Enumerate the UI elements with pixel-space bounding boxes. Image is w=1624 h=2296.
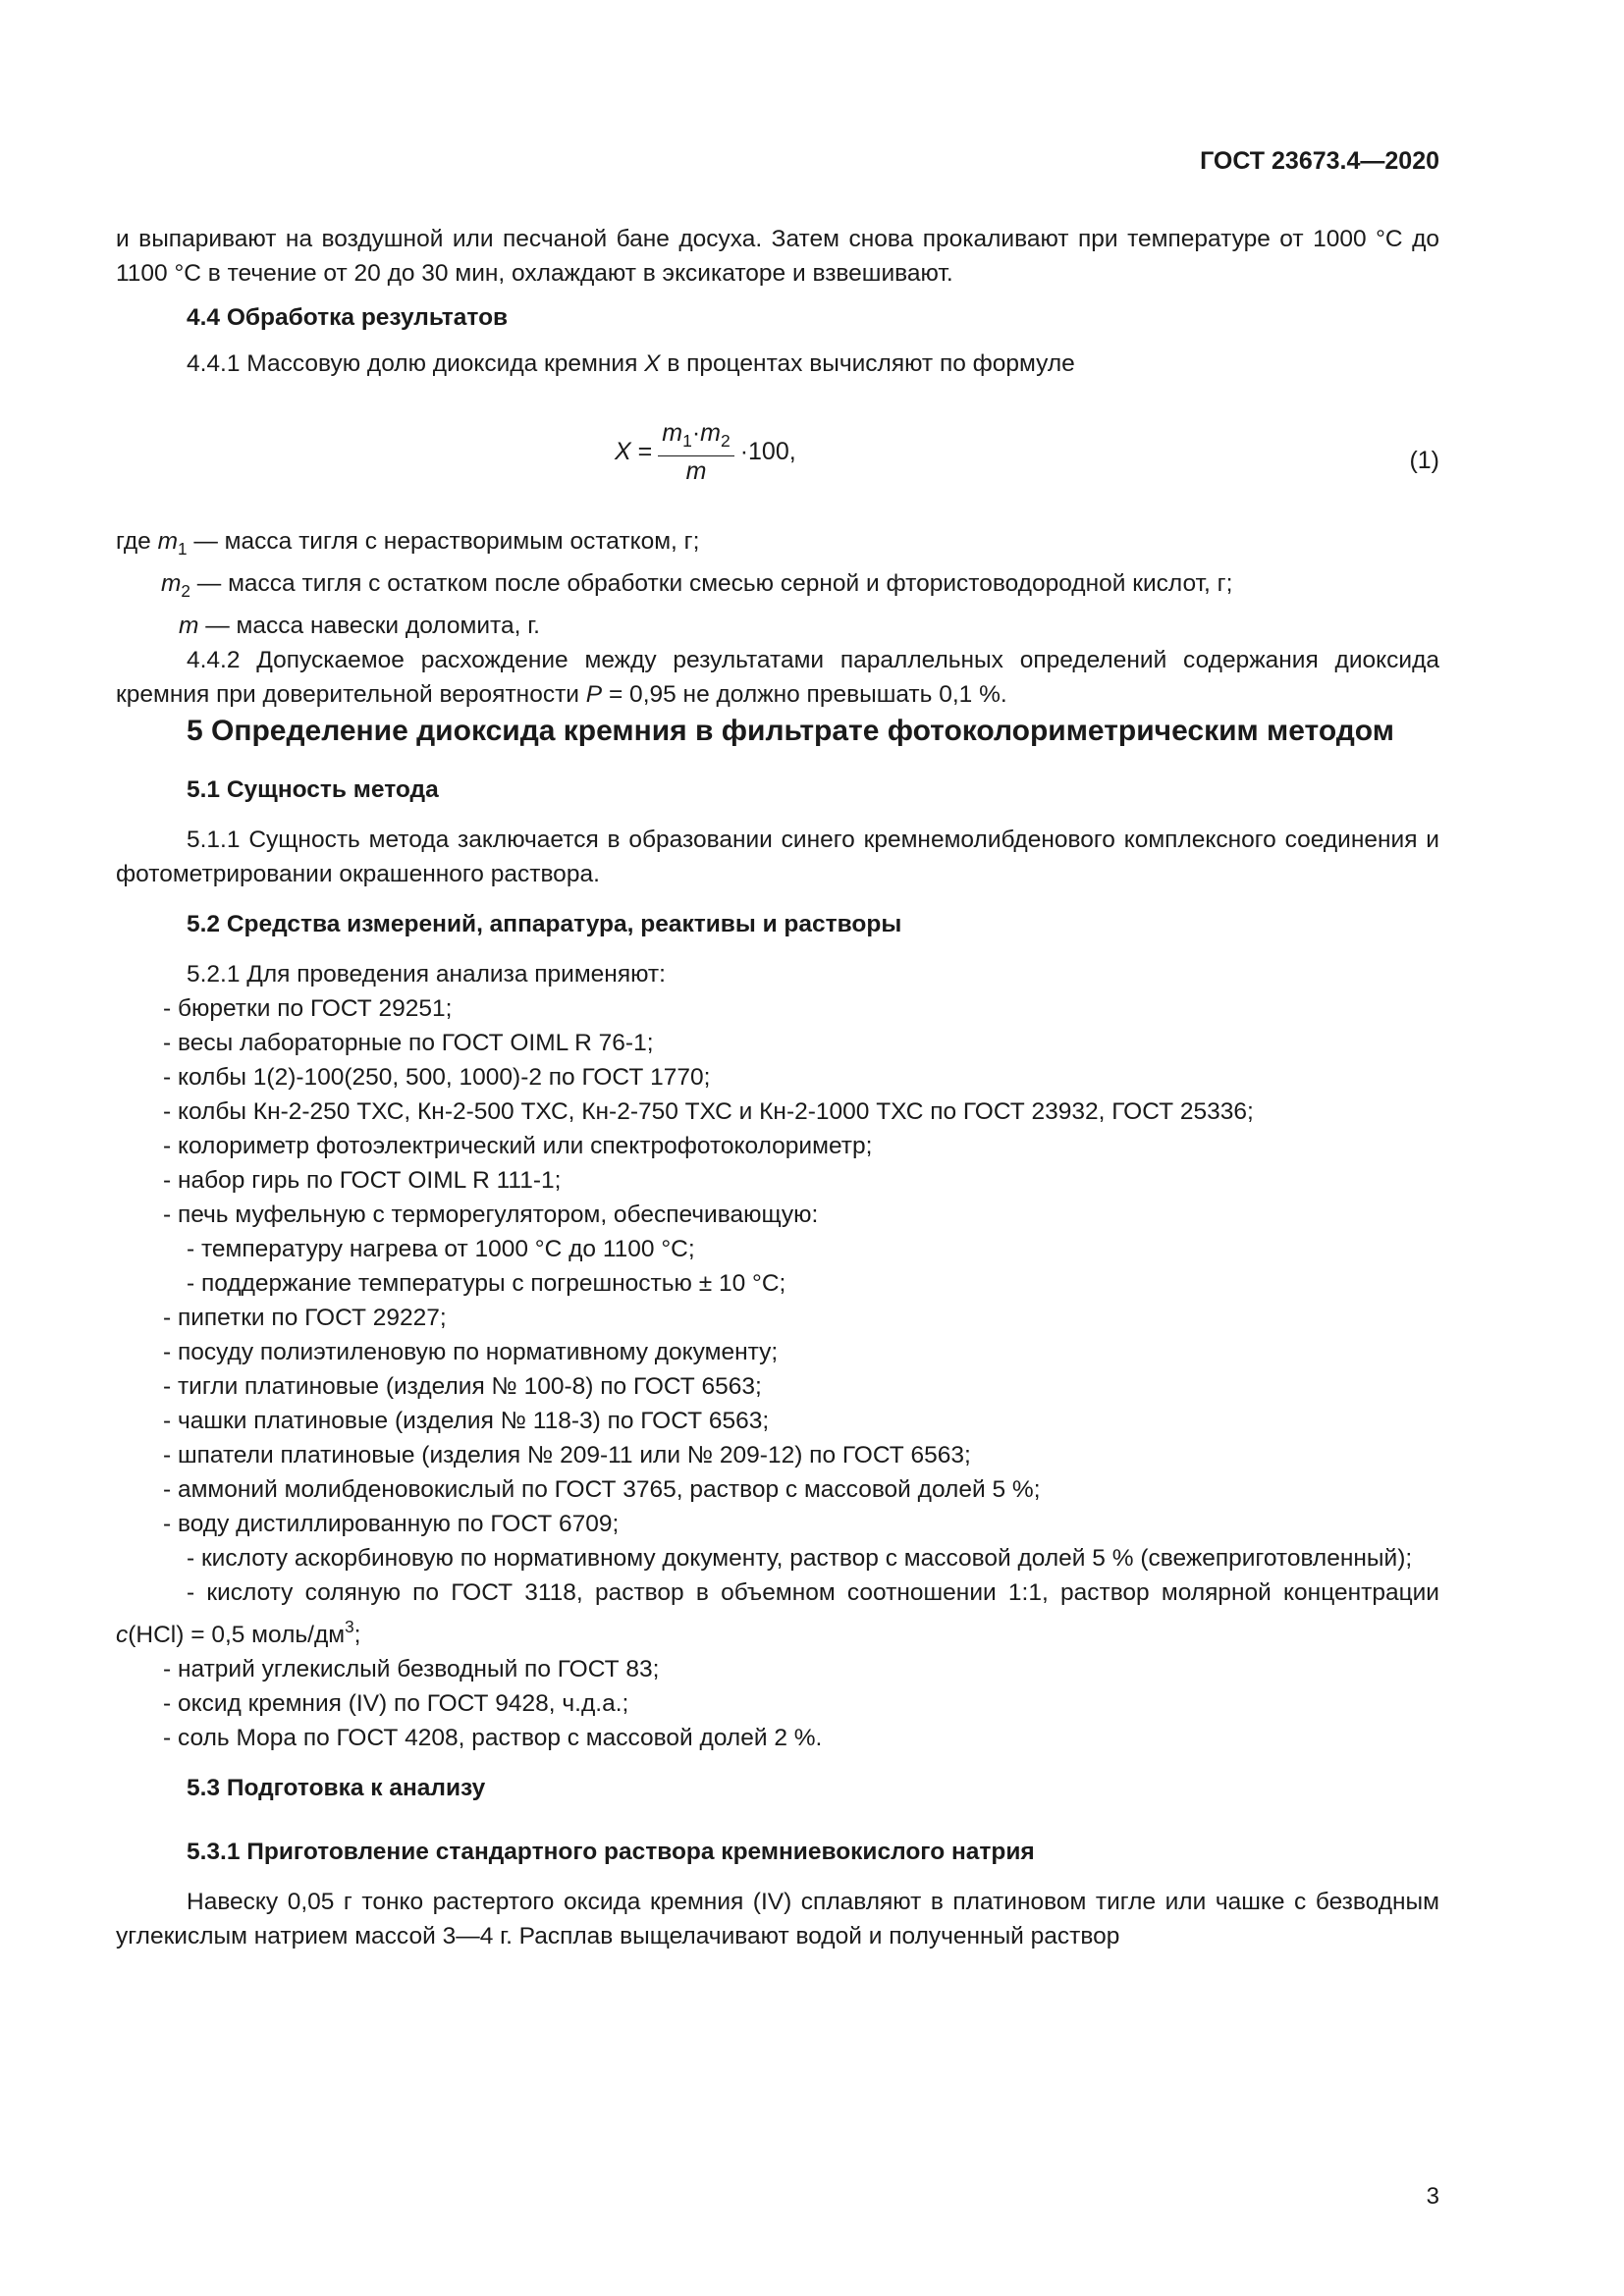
- heading-4-4: 4.4 Обработка результатов: [187, 304, 509, 331]
- heading-section-5: 5 Определение диоксида кремния в фильтрате фотоколориметрическим методом: [187, 715, 1394, 747]
- list-item: - бюретки по ГОСТ 29251;: [163, 995, 453, 1022]
- heading-5-1: 5.1 Сущность метода: [187, 776, 439, 803]
- list-item: - тигли платиновые (изделия № 100-8) по ГОСТ 6563;: [163, 1373, 762, 1400]
- variable-x: X: [644, 350, 661, 377]
- list-item: - колбы Кн-2-250 ТХС, Кн-2-500 ТХС, Кн-2-750 ТХС и Кн-2-1000 ТХС по ГОСТ 23932, ГОСТ 25336;: [163, 1098, 1254, 1125]
- heading-5-3-1: 5.3.1 Приготовление стандартного раствора кремниевокислого натрия: [187, 1839, 1035, 1865]
- paragraph-5-3-1: Навеску 0,05 г тонко растертого оксида кремния (IV) сплавляют в платиновом тигле или чашке с безводным углекислым натрием массой 3—4 г. Расплав выщелачивают водой и полученный раствор: [116, 1889, 1439, 1949]
- list-item: - колориметр фотоэлектрический или спектрофотоколориметр;: [163, 1133, 873, 1159]
- list-item: - аммоний молибденовокислый по ГОСТ 3765, раствор с массовой долей 5 %;: [163, 1476, 1041, 1503]
- list-item: - соль Мора по ГОСТ 4208, раствор с массовой долей 2 %.: [163, 1725, 823, 1751]
- list-item: - печь муфельную с терморегулятором, обеспечивающую:: [163, 1201, 819, 1228]
- list-item: - колбы 1(2)-100(250, 500, 1000)-2 по ГОСТ 1770;: [163, 1064, 711, 1091]
- list-item: - набор гирь по ГОСТ OIML R 111-1;: [163, 1167, 562, 1194]
- list-subitem: - температуру нагрева от 1000 °С до 1100 °С;: [187, 1236, 695, 1262]
- where-m: m — масса навески доломита, г.: [179, 613, 540, 639]
- document-page: [116, 0, 1439, 2296]
- heading-5-3: 5.3 Подготовка к анализу: [187, 1775, 486, 1801]
- paragraph-intro: и выпаривают на воздушной или песчаной бане досуха. Затем снова прокаливают при температуре от 1000 °С до 1100 °С в течение от 20 до 30 мин, охлаждают в эксикаторе и взвешивают.: [116, 226, 1439, 287]
- formula-expression: X = $\frac{m_1\cdot m_2}{m}$ ·100,: [615, 419, 796, 485]
- list-item: - чашки платиновые (изделия № 118-3) по ГОСТ 6563;: [163, 1408, 770, 1434]
- page-number: 3: [1426, 2183, 1439, 2210]
- heading-5-2: 5.2 Средства измерений, аппаратура, реактивы и растворы: [187, 911, 902, 937]
- list-item: - пипетки по ГОСТ 29227;: [163, 1305, 447, 1331]
- document-id-header: ГОСТ 23673.4—2020: [1200, 147, 1439, 175]
- where-m2: $m_2$ — масса тигля с остатком после обработки смесью серной и фтористоводородной кислот, г;: [161, 570, 1233, 601]
- formula-fraction: $\frac{m_1\cdot m_2}{m}$: [658, 418, 733, 486]
- equipment-list: [116, 991, 1439, 1755]
- paragraph-5-2-1: 5.2.1 Для проведения анализа применяют:: [187, 961, 666, 988]
- paragraph-4-4-2: 4.4.2 Допускаемое расхождение между результатами параллельных определений содержания диоксида кремния при доверительной вероятности P = 0,95 не должно превышать 0,1 %.: [116, 647, 1439, 708]
- list-item: - воду дистиллированную по ГОСТ 6709;: [163, 1511, 620, 1537]
- list-item: - посуду полиэтиленовую по нормативному документу;: [163, 1339, 779, 1365]
- list-item-hcl: - кислоту соляную по ГОСТ 3118, раствор в объемном соотношении 1:1, раствор молярной концентрации c(HCl) = 0,5 моль/$дм^3$;: [116, 1579, 1439, 1648]
- list-item: - натрий углекислый безводный по ГОСТ 83;: [163, 1656, 660, 1682]
- document-body: [116, 222, 1439, 1953]
- paragraph-5-1-1: 5.1.1 Сущность метода заключается в образовании синего кремнемолибденового комплексного соединения и фотометрировании окрашенного раствора.: [116, 827, 1439, 887]
- list-item-ascorbic: - кислоту аскорбиновую по нормативному документу, раствор с массовой долей 5 % (свежеприготовленный);: [187, 1545, 1413, 1572]
- list-subitem: - поддержание температуры с погрешностью ± 10 °С;: [187, 1270, 786, 1297]
- list-item: - оксид кремния (IV) по ГОСТ 9428, ч.д.а.;: [163, 1690, 629, 1717]
- list-item: - весы лабораторные по ГОСТ OIML R 76-1;: [163, 1030, 654, 1056]
- formula-1: [116, 399, 1439, 524]
- list-item: - шпатели платиновые (изделия № 209-11 или № 209-12) по ГОСТ 6563;: [163, 1442, 971, 1468]
- where-m1: где $m_1$ — масса тигля с нерастворимым остатком, г;: [116, 528, 700, 559]
- paragraph-4-4-1: 4.4.1 Массовую долю диоксида кремния X в процентах вычисляют по формуле: [187, 350, 1075, 377]
- formula-number: (1): [1409, 447, 1439, 474]
